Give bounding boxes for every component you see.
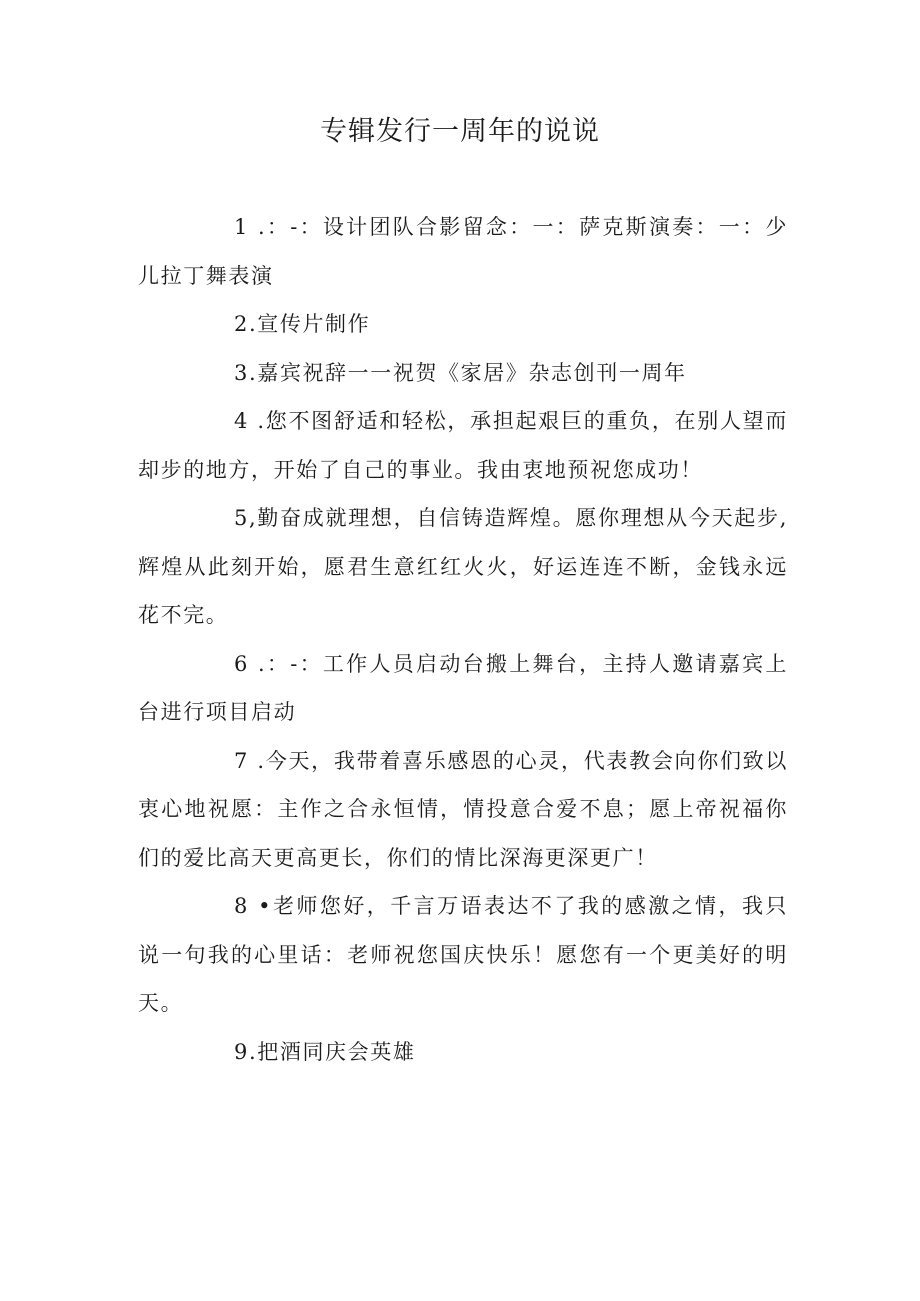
item-number: 9 [234,1039,249,1064]
list-item [138,349,788,398]
item-number: 6 [234,651,249,676]
item-number: 7 [234,748,249,773]
item-text: .把酒同庆会英雄 [248,1039,416,1064]
list-item [138,1028,788,1077]
list-item [138,640,788,737]
list-item [138,494,788,640]
list-item [138,300,788,349]
list-item [138,203,788,300]
item-number: 5, [234,506,258,530]
item-number: 8 [234,894,249,918]
item-text: .嘉宾祝辞一一祝贺《家居》杂志创刊一周年 [248,360,687,385]
page-title: 专辑发行一周年的说说 [320,116,600,147]
item-text: .：-：工作人员启动台搬上舞台，主持人邀请嘉宾上台进行项目启动 [138,651,788,724]
item-text: .您不图舒适和轻松，承担起艰巨的重负，在别人望而却步的地方，开始了自己的事业。我由衷地预祝您成功！ [138,409,788,482]
item-text: .今天，我带着喜乐感恩的心灵，代表教会向你们致以衷心地祝愿：主作之合永恒情，情投意合爱不息；愿上帝祝福你们的爱比高天更高更长，你们的情比深海更深更广！ [138,748,788,870]
item-number: 3 [234,360,249,385]
item-number: 2 [234,312,249,336]
item-number: 4 [234,409,249,433]
list-item [138,737,788,883]
list-item [138,882,788,1028]
list-item [138,397,788,494]
item-text: •老师您好，千言万语表达不了我的感激之情，我只说一句我的心里话：老师祝您国庆快乐！愿您有一个更美好的明天。 [138,894,789,1015]
document-body [138,203,788,1076]
item-text: .宣传片制作 [248,312,371,336]
item-text: 勤奋成就理想，自信铸造辉煌。愿你理想从今天起步,辉煌从此刻开始，愿君生意红红火火，好运连连不断，金钱永远花不完。 [138,506,788,627]
item-text: .：-：设计团队合影留念：一：萨克斯演奏：一：少儿拉丁舞表演 [138,215,788,288]
item-number: 1 [234,215,249,239]
